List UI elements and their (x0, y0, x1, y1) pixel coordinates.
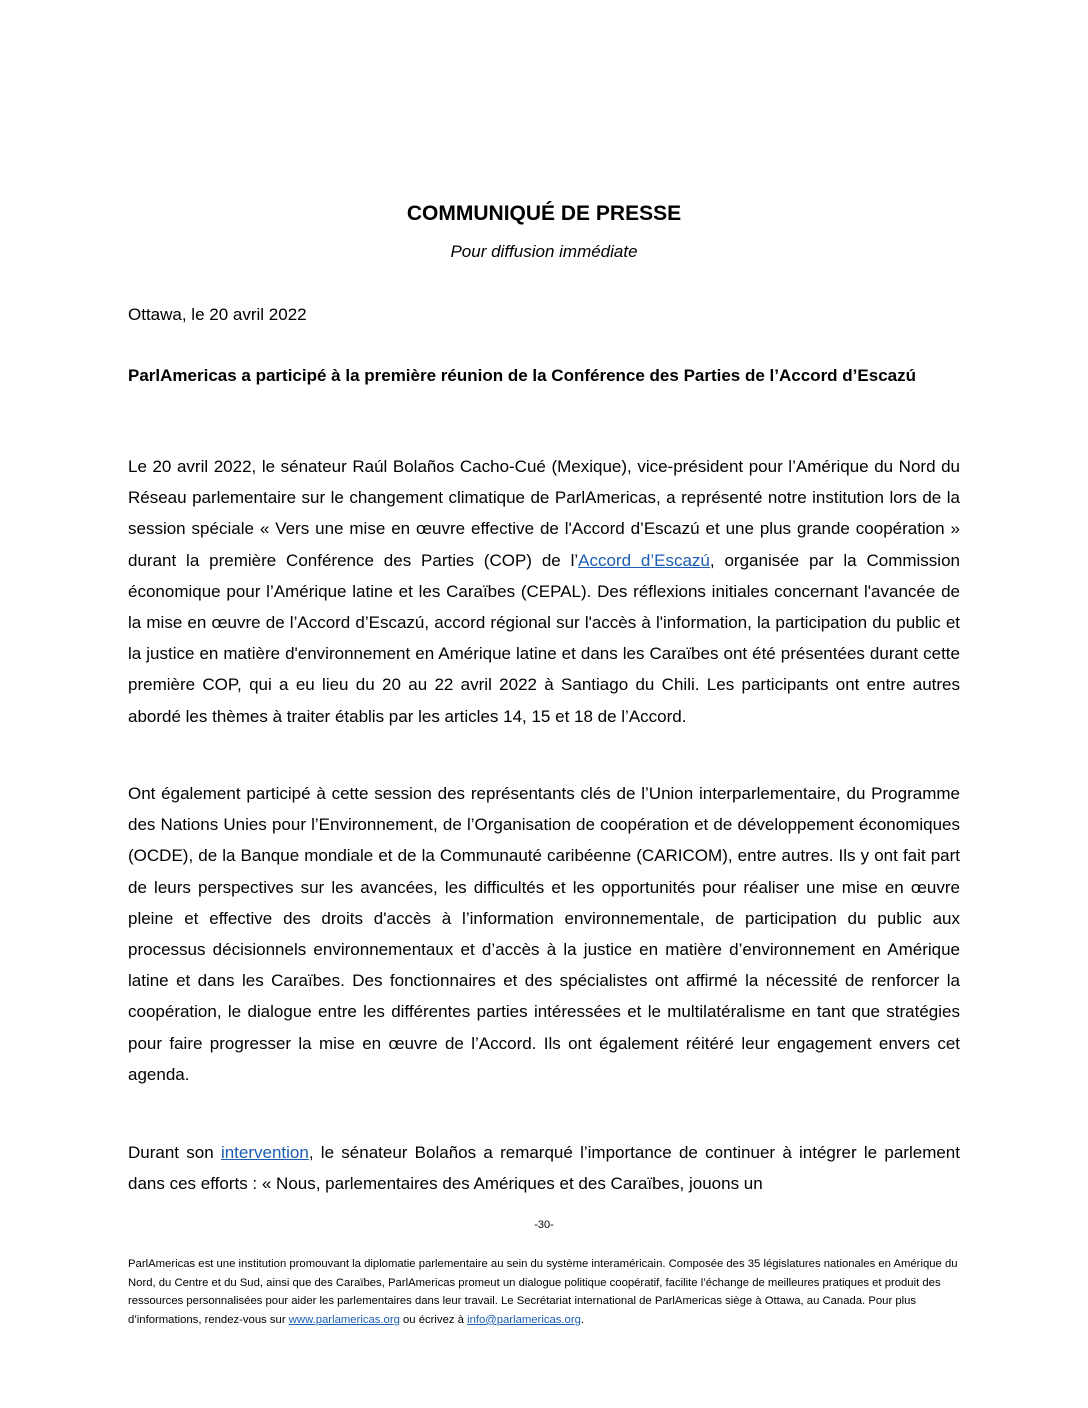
website-link[interactable]: www.parlamericas.org (288, 1313, 400, 1326)
headline: ParlAmericas a participé à la première réunion de la Conférence des Parties de l’Accord d’Escazú (128, 366, 916, 385)
footer-end: . (580, 1313, 585, 1326)
page-number: -30- (534, 1219, 554, 1231)
dateline: Ottawa, le 20 avril 2022 (128, 305, 307, 324)
document-subtitle: Pour diffusion immédiate (450, 242, 638, 261)
email-link[interactable]: info@parlamericas.org (467, 1313, 581, 1326)
footer-note (128, 1255, 968, 1329)
paragraph-3-text-a: Durant son (128, 1143, 221, 1162)
paragraph-3 (128, 1137, 960, 1199)
document-title: COMMUNIQUÉ DE PRESSE (406, 202, 682, 225)
paragraph-2: Ont également participé à cette session des représentants clés de l’Union interparlementaire, du Programme des Nations Unies pour l’Environnement, de l’Organisation de coopération et de développement économiques (OCDE), de la Banque mondiale et de la Communauté caribéenne (CARICOM), entre autres. Ils y ont fait part de leurs perspectives sur les avancées, les difficultés et les opportunités pour réaliser une mise en œuvre pleine et effective des droits d'accès à l’information environnementale, de participation du public aux processus décisionnels environnementaux et d’accès à la justice en matière d’environnement en Amérique latine et dans les Caraïbes. Des fonctionnaires et des spécialistes ont affirmé la nécessité de renforcer la coopération, le dialogue entre les différentes parties intéressées et le multilatéralisme en tant que stratégies pour faire progresser la mise en œuvre de l’Accord. Ils ont également réitéré leur engagement envers cet agenda. (128, 784, 960, 1084)
intervention-link[interactable]: intervention (220, 1143, 309, 1162)
footer-middle: ou écrivez à (399, 1313, 468, 1326)
paragraph-3-text-b: , le sénateur Bolaños a remarqué l’importance de continuer à intégrer le parlement dans ces efforts : « Nous, parlementaires des Amériques et des Caraïbes, jouons un (128, 1143, 960, 1194)
accord-escazu-link[interactable]: Accord d’Escazú (578, 550, 710, 570)
footer-text: ParlAmericas est une institution promouvant la diplomatie parlementaire au sein du système interaméricain. Composée des 35 législatures nationales en Amérique du Nord, du Centre et du Sud, ainsi que des Caraïbes, ParlAmericas promeut un dialogue politique coopératif, facilite l’échange de meilleures pratiques et produit des ressources personnalisées pour aider les parlementaires dans leur travail. Le Secrétariat international de ParlAmericas siège à Ottawa, au Canada. Pour plus d’informations, rendez-vous sur (128, 1258, 958, 1326)
paragraph-1-text-b: , organisée par la Commission économique pour l’Amérique latine et les Caraïbes (CEPAL). Des réflexions initiales concernant l'avancée de la mise en œuvre de l’Accord d’Escazú, accord régional sur l'accès à l'information, la participation du public et la justice en matière d'environnement en Amérique latine et dans les Caraïbes ont été présentées durant cette première COP, qui a eu lieu du 20 au 22 avril 2022 à Santiago du Chili. Les participants ont entre autres abordé les thèmes à traiter établis par les articles 14, 15 et 18 de l’Accord. (128, 550, 960, 726)
paragraph-1 (128, 451, 960, 732)
paragraph-1-text-a: Le 20 avril 2022, le sénateur Raúl Bolaños Cacho-Cué (Mexique), vice-président pour l’Amérique du Nord du Réseau parlementaire sur le changement climatique de ParlAmericas, a représenté notre institution lors de la session spéciale « Vers une mise en œuvre effective de l'Accord d’Escazú et une plus grande coopération » durant la première Conférence des Parties (COP) de l’ (128, 457, 960, 570)
